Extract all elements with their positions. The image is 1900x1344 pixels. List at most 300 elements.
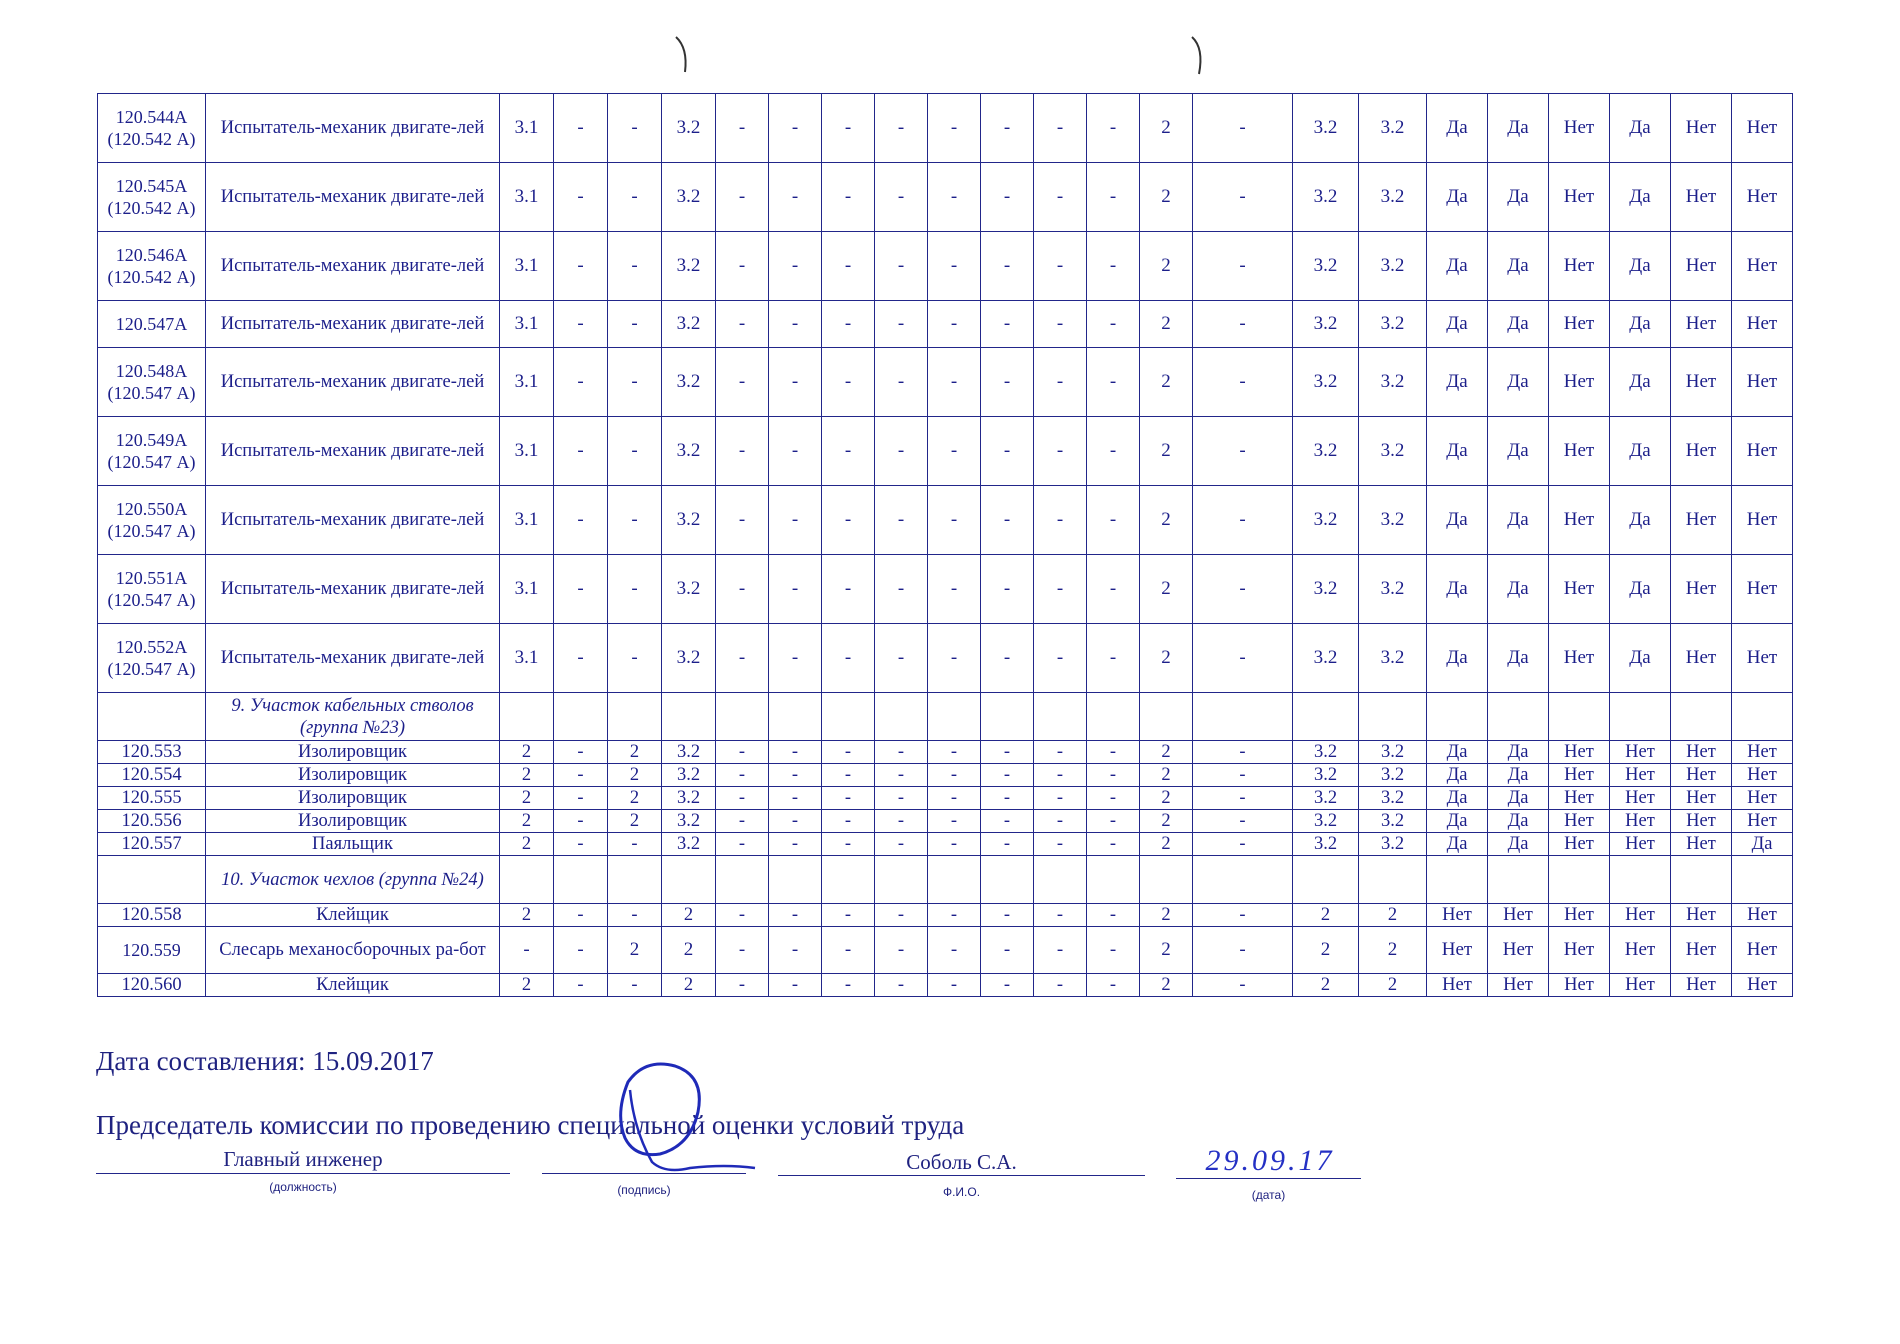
value-cell: Нет (1671, 555, 1732, 624)
table-row (98, 741, 1793, 764)
value-cell: - (875, 833, 928, 856)
value-cell: - (822, 787, 875, 810)
value-cell: Нет (1549, 94, 1610, 163)
empty-cell (1671, 693, 1732, 741)
value-cell: 2 (1140, 555, 1193, 624)
value-cell: - (608, 232, 662, 301)
value-cell: - (769, 927, 822, 974)
value-cell: - (1034, 833, 1087, 856)
profession-name: Испытатель-механик двигате-лей (206, 417, 500, 486)
value-cell: 2 (608, 810, 662, 833)
value-cell: - (981, 301, 1034, 348)
value-cell: Да (1488, 232, 1549, 301)
profession-name: Испытатель-механик двигате-лей (206, 348, 500, 417)
profession-name: Клейщик (206, 904, 500, 927)
compilation-date: Дата составления: 15.09.2017 (96, 1046, 434, 1076)
value-cell: 3.2 (1293, 741, 1359, 764)
value-cell: - (1087, 927, 1140, 974)
value-cell: - (554, 417, 608, 486)
value-cell: 3.2 (662, 486, 716, 555)
profession-name: Испытатель-механик двигате-лей (206, 163, 500, 232)
empty-cell (1488, 856, 1549, 904)
value-cell: - (875, 94, 928, 163)
profession-name: Изолировщик (206, 810, 500, 833)
empty-cell (500, 856, 554, 904)
value-cell: Нет (1671, 904, 1732, 927)
value-cell: - (554, 974, 608, 997)
value-cell: 2 (1140, 741, 1193, 764)
profession-name: Испытатель-механик двигате-лей (206, 301, 500, 348)
value-cell: - (716, 833, 769, 856)
value-cell: Нет (1732, 624, 1793, 693)
value-cell: Нет (1671, 301, 1732, 348)
value-cell: - (1034, 163, 1087, 232)
value-cell: Да (1427, 624, 1488, 693)
value-cell: - (716, 348, 769, 417)
value-cell: Нет (1671, 810, 1732, 833)
value-cell: Нет (1610, 764, 1671, 787)
empty-cell (1732, 693, 1793, 741)
value-cell: - (928, 764, 981, 787)
value-cell: Нет (1549, 555, 1610, 624)
empty-cell (554, 693, 608, 741)
value-cell: - (1034, 764, 1087, 787)
value-cell: - (928, 624, 981, 693)
value-cell: Нет (1610, 904, 1671, 927)
value-cell: 2 (662, 927, 716, 974)
table-row (98, 810, 1793, 833)
value-cell: Да (1488, 417, 1549, 486)
value-cell: - (928, 904, 981, 927)
workplace-code: 120.545А (120.542 А) (98, 163, 206, 232)
value-cell: Нет (1610, 741, 1671, 764)
value-cell: - (875, 624, 928, 693)
value-cell: Нет (1671, 974, 1732, 997)
value-cell: 3.2 (1359, 555, 1427, 624)
empty-cell (1293, 856, 1359, 904)
assessment-table (97, 93, 1793, 997)
value-cell: - (1193, 624, 1293, 693)
value-cell: - (981, 232, 1034, 301)
value-cell: - (981, 810, 1034, 833)
table-row (98, 927, 1793, 974)
value-cell: - (554, 94, 608, 163)
value-cell: - (822, 163, 875, 232)
value-cell: - (981, 163, 1034, 232)
value-cell: - (608, 486, 662, 555)
value-cell: - (1087, 904, 1140, 927)
value-cell: 2 (608, 787, 662, 810)
value-cell: 2 (1140, 787, 1193, 810)
value-cell: Нет (1427, 904, 1488, 927)
value-cell: - (822, 94, 875, 163)
value-cell: Нет (1671, 348, 1732, 417)
empty-cell (981, 856, 1034, 904)
value-cell: - (981, 787, 1034, 810)
value-cell: - (608, 301, 662, 348)
workplace-code: 120.559 (98, 927, 206, 974)
value-cell: - (822, 555, 875, 624)
value-cell: Нет (1549, 904, 1610, 927)
value-cell: Нет (1488, 974, 1549, 997)
full-name-value: Соболь С.А. (906, 1150, 1017, 1174)
value-cell: - (1193, 348, 1293, 417)
value-cell: Нет (1427, 974, 1488, 997)
empty-cell (1087, 693, 1140, 741)
value-cell: - (928, 810, 981, 833)
value-cell: 2 (1140, 974, 1193, 997)
signature-line (542, 1173, 746, 1174)
value-cell: 3.2 (662, 163, 716, 232)
value-cell: - (822, 348, 875, 417)
value-cell: Нет (1671, 787, 1732, 810)
value-cell: 3.2 (1293, 486, 1359, 555)
profession-name: Изолировщик (206, 741, 500, 764)
value-cell: Нет (1671, 624, 1732, 693)
empty-cell (1427, 856, 1488, 904)
value-cell: Нет (1671, 927, 1732, 974)
value-cell: 3.2 (1293, 810, 1359, 833)
value-cell: Да (1427, 301, 1488, 348)
value-cell: - (1034, 348, 1087, 417)
table-row (98, 624, 1793, 693)
value-cell: Нет (1671, 94, 1732, 163)
value-cell: - (981, 764, 1034, 787)
empty-cell (1610, 856, 1671, 904)
value-cell: Нет (1549, 486, 1610, 555)
date-caption: (дата) (1251, 1188, 1286, 1202)
value-cell: 3.1 (500, 417, 554, 486)
profession-name: Испытатель-механик двигате-лей (206, 555, 500, 624)
value-cell: Да (1488, 833, 1549, 856)
empty-cell (769, 856, 822, 904)
value-cell: - (822, 833, 875, 856)
value-cell: - (1034, 232, 1087, 301)
value-cell: 3.2 (1293, 555, 1359, 624)
value-cell: Нет (1732, 486, 1793, 555)
value-cell: - (1087, 94, 1140, 163)
value-cell: - (716, 904, 769, 927)
value-cell: 3.2 (662, 417, 716, 486)
section-code-cell (98, 856, 206, 904)
value-cell: 3.2 (1359, 163, 1427, 232)
value-cell: - (1034, 904, 1087, 927)
value-cell: - (875, 764, 928, 787)
value-cell: - (822, 974, 875, 997)
empty-cell (981, 693, 1034, 741)
value-cell: Да (1488, 94, 1549, 163)
value-cell: - (928, 417, 981, 486)
value-cell: 2 (662, 904, 716, 927)
value-cell: Да (1488, 486, 1549, 555)
value-cell: - (981, 555, 1034, 624)
value-cell: - (1193, 974, 1293, 997)
value-cell: - (769, 486, 822, 555)
profession-name: Испытатель-механик двигате-лей (206, 232, 500, 301)
value-cell: Да (1488, 787, 1549, 810)
value-cell: - (875, 486, 928, 555)
value-cell: 3.2 (1359, 232, 1427, 301)
value-cell: Да (1732, 833, 1793, 856)
value-cell: Да (1610, 94, 1671, 163)
value-cell: - (981, 94, 1034, 163)
empty-cell (875, 856, 928, 904)
profession-name: Изолировщик (206, 764, 500, 787)
value-cell: 3.2 (662, 741, 716, 764)
value-cell: - (822, 486, 875, 555)
value-cell: - (716, 232, 769, 301)
value-cell: Да (1488, 301, 1549, 348)
value-cell: - (1193, 163, 1293, 232)
workplace-code: 120.555 (98, 787, 206, 810)
value-cell: Нет (1488, 927, 1549, 974)
value-cell: - (1087, 810, 1140, 833)
empty-cell (1193, 693, 1293, 741)
value-cell: - (554, 810, 608, 833)
empty-cell (822, 693, 875, 741)
value-cell: - (716, 624, 769, 693)
value-cell: - (1193, 94, 1293, 163)
value-cell: - (875, 348, 928, 417)
value-cell: Нет (1610, 810, 1671, 833)
empty-cell (1549, 693, 1610, 741)
value-cell: - (981, 486, 1034, 555)
workplace-code: 120.556 (98, 810, 206, 833)
value-cell: 2 (1140, 163, 1193, 232)
empty-cell (1359, 856, 1427, 904)
value-cell: - (1034, 417, 1087, 486)
value-cell: - (769, 555, 822, 624)
value-cell: Да (1488, 348, 1549, 417)
empty-cell (875, 693, 928, 741)
empty-cell (769, 693, 822, 741)
value-cell: Нет (1549, 810, 1610, 833)
value-cell: 3.2 (1359, 348, 1427, 417)
value-cell: - (928, 232, 981, 301)
value-cell: - (716, 94, 769, 163)
value-cell: Да (1610, 486, 1671, 555)
value-cell: - (1193, 810, 1293, 833)
value-cell: Да (1427, 833, 1488, 856)
value-cell: 3.2 (662, 810, 716, 833)
value-cell: 2 (500, 764, 554, 787)
value-cell: Да (1488, 764, 1549, 787)
value-cell: - (1087, 764, 1140, 787)
value-cell: 2 (1293, 904, 1359, 927)
workplace-code: 120.557 (98, 833, 206, 856)
profession-name: Изолировщик (206, 787, 500, 810)
value-cell: - (981, 624, 1034, 693)
value-cell: Нет (1732, 904, 1793, 927)
value-cell: - (1087, 624, 1140, 693)
value-cell: Нет (1732, 555, 1793, 624)
value-cell: Нет (1610, 833, 1671, 856)
workplace-code: 120.554 (98, 764, 206, 787)
value-cell: Да (1610, 232, 1671, 301)
value-cell: Нет (1671, 486, 1732, 555)
value-cell: - (928, 94, 981, 163)
empty-cell (500, 693, 554, 741)
value-cell: - (875, 810, 928, 833)
empty-cell (928, 856, 981, 904)
position-value: Главный инженер (223, 1147, 383, 1171)
empty-cell (662, 693, 716, 741)
table-row (98, 764, 1793, 787)
value-cell: Нет (1549, 232, 1610, 301)
value-cell: Да (1610, 301, 1671, 348)
value-cell: Нет (1488, 904, 1549, 927)
value-cell: - (1193, 301, 1293, 348)
value-cell: 2 (1140, 486, 1193, 555)
value-cell: - (875, 904, 928, 927)
value-cell: 2 (500, 741, 554, 764)
position-caption: (должность) (269, 1180, 337, 1194)
value-cell: - (1034, 974, 1087, 997)
section-row (98, 693, 1793, 741)
value-cell: Нет (1549, 974, 1610, 997)
full-name-line (778, 1175, 1145, 1176)
empty-cell (554, 856, 608, 904)
value-cell: - (875, 163, 928, 232)
workplace-code: 120.544А (120.542 А) (98, 94, 206, 163)
value-cell: - (769, 741, 822, 764)
value-cell: - (928, 486, 981, 555)
value-cell: Нет (1549, 927, 1610, 974)
table-row (98, 417, 1793, 486)
value-cell: 2 (1140, 417, 1193, 486)
value-cell: - (608, 348, 662, 417)
value-cell: - (608, 833, 662, 856)
value-cell: Нет (1732, 301, 1793, 348)
workplace-code: 120.552А (120.547 А) (98, 624, 206, 693)
value-cell: 2 (1359, 904, 1427, 927)
value-cell: - (928, 787, 981, 810)
workplace-code: 120.546А (120.542 А) (98, 232, 206, 301)
value-cell: - (1193, 555, 1293, 624)
workplace-code: 120.551А (120.547 А) (98, 555, 206, 624)
value-cell: Нет (1732, 741, 1793, 764)
value-cell: Да (1610, 163, 1671, 232)
value-cell: Нет (1427, 927, 1488, 974)
empty-cell (1140, 693, 1193, 741)
value-cell: - (608, 555, 662, 624)
value-cell: 3.2 (1293, 417, 1359, 486)
table-row (98, 974, 1793, 997)
value-cell: - (1087, 232, 1140, 301)
section-row (98, 856, 1793, 904)
value-cell: - (875, 417, 928, 486)
value-cell: 3.2 (1359, 810, 1427, 833)
value-cell: - (716, 741, 769, 764)
value-cell: Нет (1732, 764, 1793, 787)
value-cell: Да (1427, 163, 1488, 232)
value-cell: Нет (1549, 348, 1610, 417)
empty-cell (1087, 856, 1140, 904)
value-cell: 2 (1140, 764, 1193, 787)
value-cell: Да (1610, 555, 1671, 624)
profession-name: Испытатель-механик двигате-лей (206, 624, 500, 693)
value-cell: - (1087, 974, 1140, 997)
value-cell: Да (1427, 348, 1488, 417)
commission-chair-line: Председатель комиссии по проведению специальной оценки условий труда (96, 1110, 965, 1140)
value-cell: Да (1427, 810, 1488, 833)
value-cell: - (875, 555, 928, 624)
value-cell: Нет (1549, 833, 1610, 856)
value-cell: 2 (1140, 927, 1193, 974)
value-cell: - (1087, 417, 1140, 486)
value-cell: Да (1488, 555, 1549, 624)
value-cell: - (1193, 764, 1293, 787)
value-cell: 3.1 (500, 624, 554, 693)
section-title: 9. Участок кабельных стволов (группа №23) (206, 693, 500, 741)
value-cell: 2 (1293, 927, 1359, 974)
value-cell: - (1087, 486, 1140, 555)
value-cell: Нет (1671, 163, 1732, 232)
workplace-code: 120.547А (98, 301, 206, 348)
value-cell: - (822, 741, 875, 764)
value-cell: - (1087, 833, 1140, 856)
value-cell: - (554, 904, 608, 927)
value-cell: - (554, 486, 608, 555)
value-cell: - (769, 810, 822, 833)
value-cell: 3.2 (1293, 301, 1359, 348)
empty-cell (1671, 856, 1732, 904)
empty-cell (662, 856, 716, 904)
position-line (96, 1173, 510, 1174)
empty-cell (1549, 856, 1610, 904)
value-cell: - (822, 927, 875, 974)
value-cell: 3.1 (500, 232, 554, 301)
value-cell: - (928, 348, 981, 417)
value-cell: Да (1610, 417, 1671, 486)
value-cell: 3.1 (500, 163, 554, 232)
value-cell: - (822, 764, 875, 787)
value-cell: 2 (500, 787, 554, 810)
value-cell: Да (1427, 741, 1488, 764)
value-cell: Нет (1549, 301, 1610, 348)
value-cell: - (554, 163, 608, 232)
value-cell: - (716, 974, 769, 997)
value-cell: - (1087, 555, 1140, 624)
value-cell: - (822, 904, 875, 927)
empty-cell (1140, 856, 1193, 904)
value-cell: - (500, 927, 554, 974)
table-row (98, 348, 1793, 417)
value-cell: 2 (662, 974, 716, 997)
value-cell: - (716, 555, 769, 624)
empty-cell (716, 693, 769, 741)
value-cell: 3.2 (662, 555, 716, 624)
value-cell: - (769, 163, 822, 232)
value-cell: Нет (1671, 741, 1732, 764)
value-cell: - (769, 974, 822, 997)
value-cell: Нет (1732, 927, 1793, 974)
value-cell: - (1034, 94, 1087, 163)
value-cell: Нет (1549, 741, 1610, 764)
table-row (98, 833, 1793, 856)
value-cell: - (769, 787, 822, 810)
value-cell: - (1087, 301, 1140, 348)
value-cell: 3.2 (1293, 163, 1359, 232)
value-cell: Да (1488, 741, 1549, 764)
value-cell: 2 (1140, 904, 1193, 927)
value-cell: 2 (608, 927, 662, 974)
empty-cell (822, 856, 875, 904)
profession-name: Испытатель-механик двигате-лей (206, 94, 500, 163)
value-cell: Нет (1732, 348, 1793, 417)
workplace-code: 120.560 (98, 974, 206, 997)
value-cell: - (928, 833, 981, 856)
